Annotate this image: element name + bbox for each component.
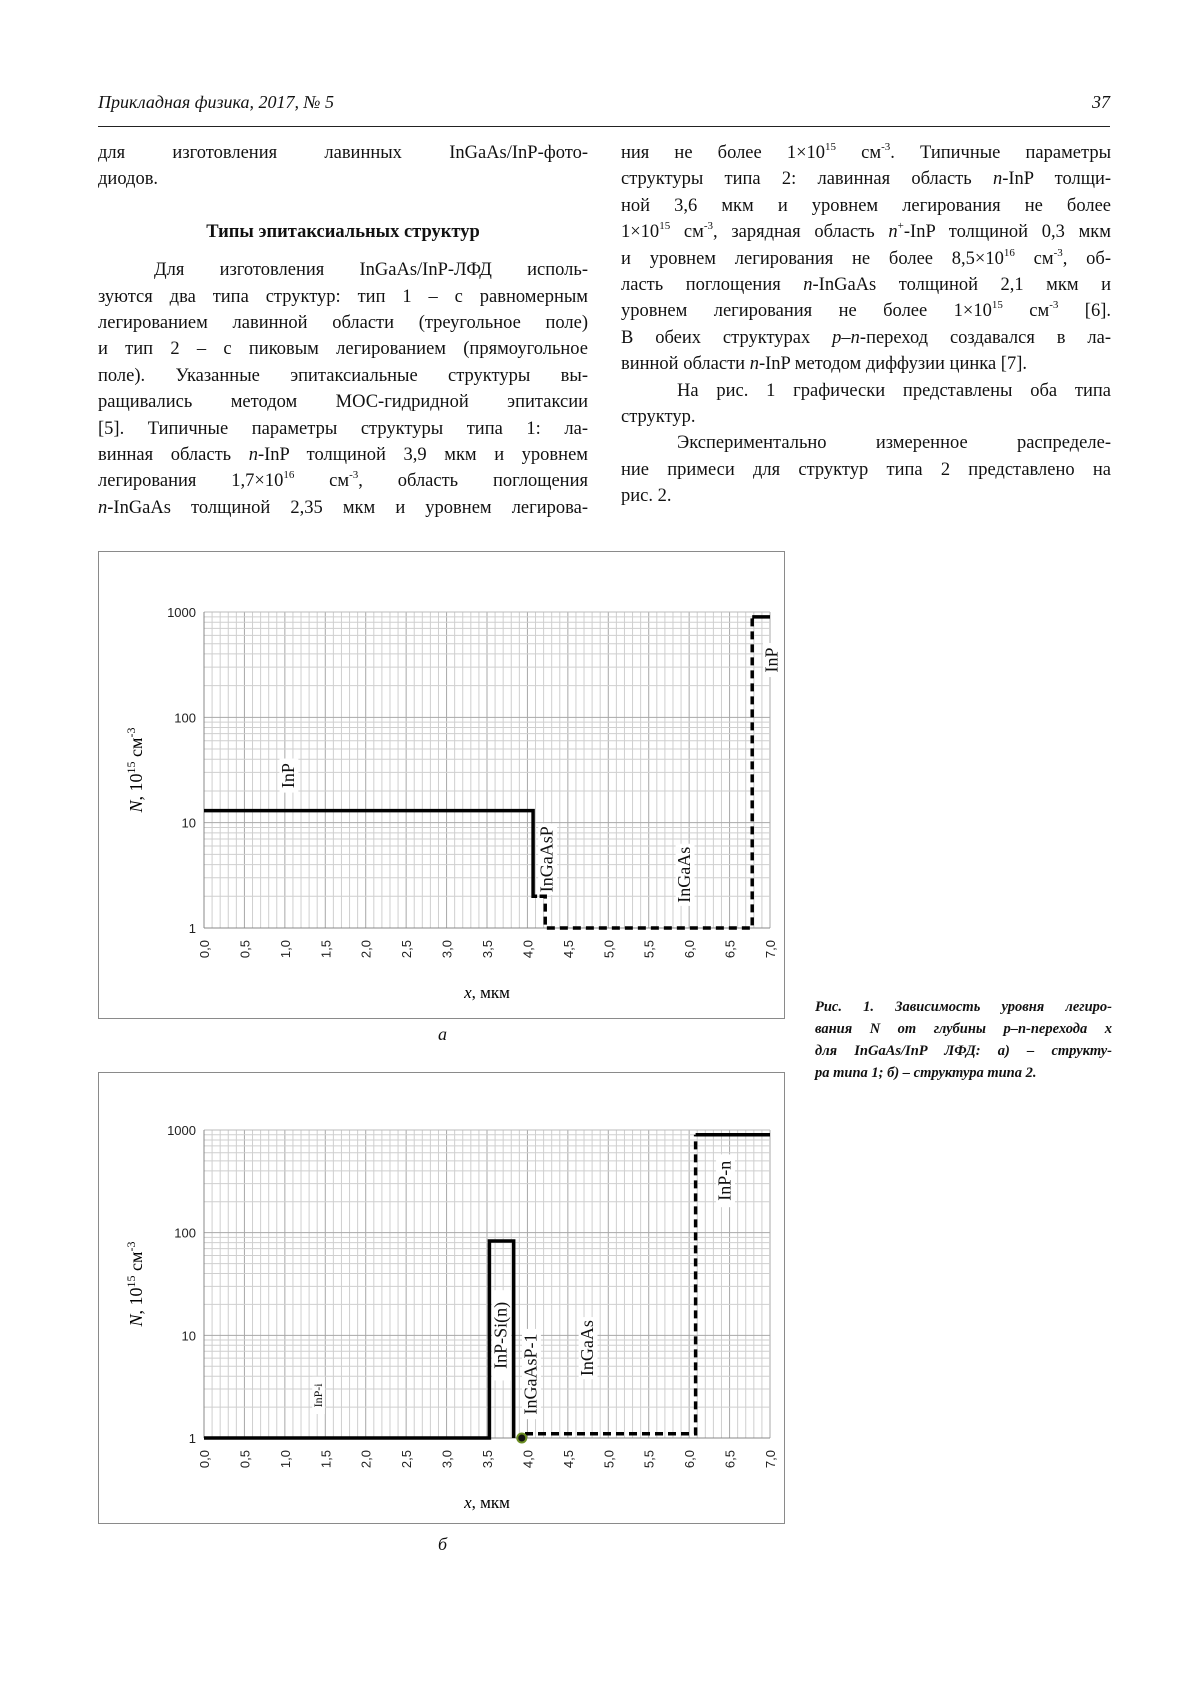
y-tick-label: 1000 [167, 1123, 196, 1138]
text-line [98, 336, 588, 362]
y-axis-prefix: , 10 [126, 773, 146, 801]
y-axis-exponent: 15 [124, 1275, 138, 1288]
text-run: , область поглощения [358, 471, 588, 492]
y-axis-title [124, 1242, 146, 1328]
superscript: 15 [991, 299, 1003, 312]
x-axis-variable: x [464, 1493, 472, 1512]
text-run: ласть поглощения [621, 274, 804, 295]
superscript: -3 [1049, 299, 1059, 312]
italic-run: n [749, 354, 759, 375]
paragraph-intro [98, 140, 588, 193]
text-run: В обеих структурах [621, 327, 833, 348]
region-label-text: InP-n [714, 1160, 735, 1201]
text-run: см [294, 471, 350, 492]
y-tick-label: 1 [188, 1431, 196, 1446]
text-run: винная область [98, 444, 249, 465]
region-label [520, 1329, 541, 1419]
text-run: винной области [621, 354, 750, 375]
text-run: структур. [621, 406, 696, 427]
y-axis-prefix: , 10 [126, 1287, 146, 1315]
x-tick-label: 4,5 [560, 1450, 576, 1469]
text-run: [5]. Типичные параметры структуры типа 1: ла- [98, 418, 588, 439]
text-run: -InP толщиной 0,3 мкм [903, 222, 1111, 243]
text-run: рис. 2. [621, 486, 672, 507]
x-tick-label: 3,0 [439, 940, 455, 959]
x-tick-label: 6,0 [682, 940, 698, 959]
chart-b [99, 1073, 784, 1523]
italic-run: n [888, 222, 898, 243]
text-run: см [1014, 248, 1054, 269]
text-run: уровнем легирования не более 1×10 [621, 301, 992, 322]
text-run: Для изготовления InGaAs/InP-ЛФД исполь- [154, 260, 588, 281]
x-tick-label: 3,5 [480, 940, 495, 959]
x-tick-label: 0,5 [237, 940, 253, 959]
x-tick-label: 0,0 [197, 940, 212, 959]
text-line [98, 363, 588, 389]
x-tick-label: 1,0 [277, 1450, 293, 1469]
text-run: На рис. 1 графически представлены оба типа [677, 380, 1111, 401]
sublabel-b: б [438, 1534, 448, 1554]
x-tick-label: 6,5 [722, 1450, 738, 1469]
text-run: см [1002, 301, 1050, 322]
paragraph-continued [621, 140, 1111, 509]
y-tick-label: 100 [174, 710, 196, 726]
x-tick-label: 5,5 [641, 1450, 657, 1469]
superscript: -3 [703, 220, 713, 233]
text-line [98, 166, 588, 192]
x-tick-label: 5,0 [601, 1450, 617, 1469]
text-line [621, 457, 1111, 483]
region-label-text: InGaAs [577, 1320, 598, 1377]
region-label [278, 759, 299, 793]
text-run: , зарядная область [712, 222, 889, 243]
text-run: для изготовления лавинных InGaAs/InP-фото- [98, 143, 588, 163]
text-run: [6]. [1058, 301, 1112, 322]
chart-b-frame [98, 1072, 785, 1524]
x-tick-label: 2,0 [358, 940, 374, 959]
x-axis-variable: x [464, 983, 472, 1002]
region-label [490, 1290, 511, 1380]
x-tick-label: 2,0 [358, 1450, 374, 1469]
italic-run: n [992, 169, 1003, 190]
x-tick-label: 6,0 [682, 1450, 698, 1469]
text-run: ния не более 1×10 [621, 143, 826, 163]
x-tick-label: 4,5 [560, 940, 576, 959]
x-tick-label: 1,5 [318, 940, 334, 959]
superscript: 15 [659, 220, 671, 233]
region-label-text: InP-Si(n) [490, 1301, 511, 1369]
x-tick-label: 4,0 [520, 1450, 536, 1469]
x-tick-label: 2,5 [399, 1450, 415, 1469]
italic-run: n [248, 444, 258, 465]
superscript: -3 [881, 141, 891, 153]
x-tick-label: 3,0 [439, 1450, 455, 1469]
superscript: -3 [349, 469, 359, 482]
text-line [98, 442, 588, 468]
text-run: и уровнем легирования не более 8,5×10 [621, 248, 1004, 269]
x-axis-title [463, 983, 510, 1002]
x-axis-title [463, 1493, 510, 1512]
x-tick-label: 0,0 [197, 1450, 212, 1469]
text-run: ние примеси для структур типа 2 представлено на [621, 459, 1111, 480]
text-line [98, 389, 588, 415]
chart-a [99, 552, 784, 1018]
text-run: структуры типа 2: лавинная область [621, 169, 993, 190]
x-tick-label: 5,5 [641, 940, 657, 959]
text-run: поле). Указанные эпитаксиальные структуры вы- [98, 365, 588, 386]
text-line [98, 310, 588, 336]
text-line [621, 351, 1111, 377]
y-axis-title [124, 728, 146, 814]
region-label [577, 1317, 598, 1379]
x-tick-label: 6,5 [722, 940, 738, 959]
y-axis-unit: см [126, 737, 146, 762]
text-run: Экспериментально измеренное распределе- [677, 433, 1111, 454]
superscript: 15 [825, 141, 837, 153]
italic-run: n [98, 497, 108, 518]
y-tick-label: 1 [188, 921, 196, 936]
x-axis-unit: , мкм [471, 983, 510, 1002]
text-line [621, 272, 1111, 298]
left-column [98, 140, 588, 521]
superscript: + [897, 220, 904, 233]
text-run: легированием лавинной области (треугольное поле) [98, 312, 588, 333]
text-line [621, 219, 1111, 245]
y-axis-unit: см [126, 1251, 146, 1276]
region-label-text: InGaAsP-1 [520, 1333, 541, 1415]
caption-line: вания N от глубины p–n-перехода x [815, 1021, 1112, 1037]
text-run: . Типичные параметры [890, 143, 1111, 163]
x-tick-label: 1,0 [277, 940, 293, 959]
data-point-marker [517, 1434, 526, 1443]
text-line [621, 483, 1111, 509]
x-tick-label: 0,5 [237, 1450, 253, 1469]
caption-line: Рис. 1. Зависимость уровня легиро- [815, 999, 1112, 1015]
region-label-text: InGaAsP [536, 826, 557, 893]
text-line [621, 430, 1111, 456]
text-line [621, 193, 1111, 219]
text-run: см [670, 222, 704, 243]
region-label-text: InP-i [310, 1383, 325, 1408]
text-line [621, 325, 1111, 351]
text-run: -InP толщиной 3,9 мкм и уровнем [257, 444, 588, 465]
text-line [621, 140, 1111, 166]
region-label-text: InGaAs [674, 846, 695, 903]
chart-a-frame [98, 551, 785, 1019]
region-label [537, 823, 558, 895]
text-line [98, 468, 588, 494]
series-line-solid-inp-i-and-si [204, 1241, 514, 1438]
text-line [621, 378, 1111, 404]
region-label-text: InP [761, 647, 782, 673]
text-line [621, 166, 1111, 192]
text-line [98, 416, 588, 442]
x-axis-unit: , мкм [471, 1493, 510, 1512]
text-run: -InGaAs толщиной 2,35 мкм и уровнем легирова- [107, 497, 588, 518]
page-number: 37 [1092, 92, 1110, 112]
region-label [311, 1377, 325, 1414]
y-axis-exponent: 15 [124, 761, 138, 774]
text-line [98, 140, 588, 166]
text-line [621, 246, 1111, 272]
italic-run: n [803, 274, 813, 295]
text-run: легирования 1,7×10 [98, 471, 284, 492]
text-run: ной 3,6 мкм и уровнем легирования не более [621, 195, 1111, 216]
header-rule [98, 126, 1110, 127]
region-label [674, 844, 695, 906]
text-run: -переход создавался в ла- [859, 327, 1111, 348]
text-run: диодов. [98, 169, 159, 190]
y-axis-variable: N [126, 800, 146, 813]
journal-header: Прикладная физика, 2017, № 5 [98, 92, 334, 112]
y-tick-label: 1000 [167, 605, 196, 620]
text-run: и тип 2 – с пиковым легированием (прямоугольное [98, 339, 588, 360]
section-heading: Типы эпитаксиальных структур [206, 221, 480, 242]
text-line [621, 298, 1111, 324]
caption-line: ра типа 1; б) – структура типа 2. [815, 1065, 1037, 1081]
sublabel-a: а [438, 1024, 447, 1044]
caption-line: для InGaAs/InP ЛФД: а) – структу- [815, 1043, 1112, 1059]
text-run: см [836, 143, 882, 163]
italic-run: p–n [832, 327, 860, 348]
y-tick-label: 100 [174, 1225, 196, 1241]
text-run: ращивались методом МОС-гидридной эпитаксии [98, 392, 588, 413]
x-tick-label: 1,5 [318, 1450, 334, 1469]
y-axis-unit-exponent: -3 [124, 727, 138, 738]
y-tick-label: 10 [181, 815, 196, 831]
superscript: 16 [1003, 246, 1015, 259]
x-tick-label: 5,0 [601, 940, 617, 959]
paragraph-structure-types [98, 257, 588, 521]
text-line [98, 257, 588, 283]
right-column [621, 140, 1111, 509]
region-label-text: InP [277, 763, 298, 789]
region-label [714, 1154, 735, 1207]
y-axis-variable: N [126, 1314, 146, 1327]
text-line [98, 495, 588, 521]
text-run: -InGaAs толщиной 2,1 мкм и [812, 274, 1111, 295]
text-run: , об- [1062, 248, 1111, 269]
y-tick-label: 10 [181, 1328, 196, 1344]
x-tick-label: 2,5 [399, 940, 415, 959]
x-tick-label: 7,0 [763, 1450, 778, 1469]
figure-caption [815, 996, 1112, 1084]
superscript: -3 [1053, 246, 1063, 259]
x-tick-label: 7,0 [763, 940, 778, 959]
text-run: зуются два типа структур: тип 1 – с равномерным [98, 286, 588, 307]
text-run: -InP толщи- [1002, 169, 1111, 190]
x-tick-label: 3,5 [480, 1450, 495, 1469]
text-run: 1×10 [621, 222, 660, 243]
y-axis-unit-exponent: -3 [124, 1241, 138, 1252]
text-run: -InP методом диффузии цинка [7]. [758, 354, 1027, 375]
text-line [621, 404, 1111, 430]
superscript: 16 [283, 469, 295, 482]
region-label [761, 643, 782, 677]
text-line [98, 284, 588, 310]
x-tick-label: 4,0 [520, 940, 536, 959]
